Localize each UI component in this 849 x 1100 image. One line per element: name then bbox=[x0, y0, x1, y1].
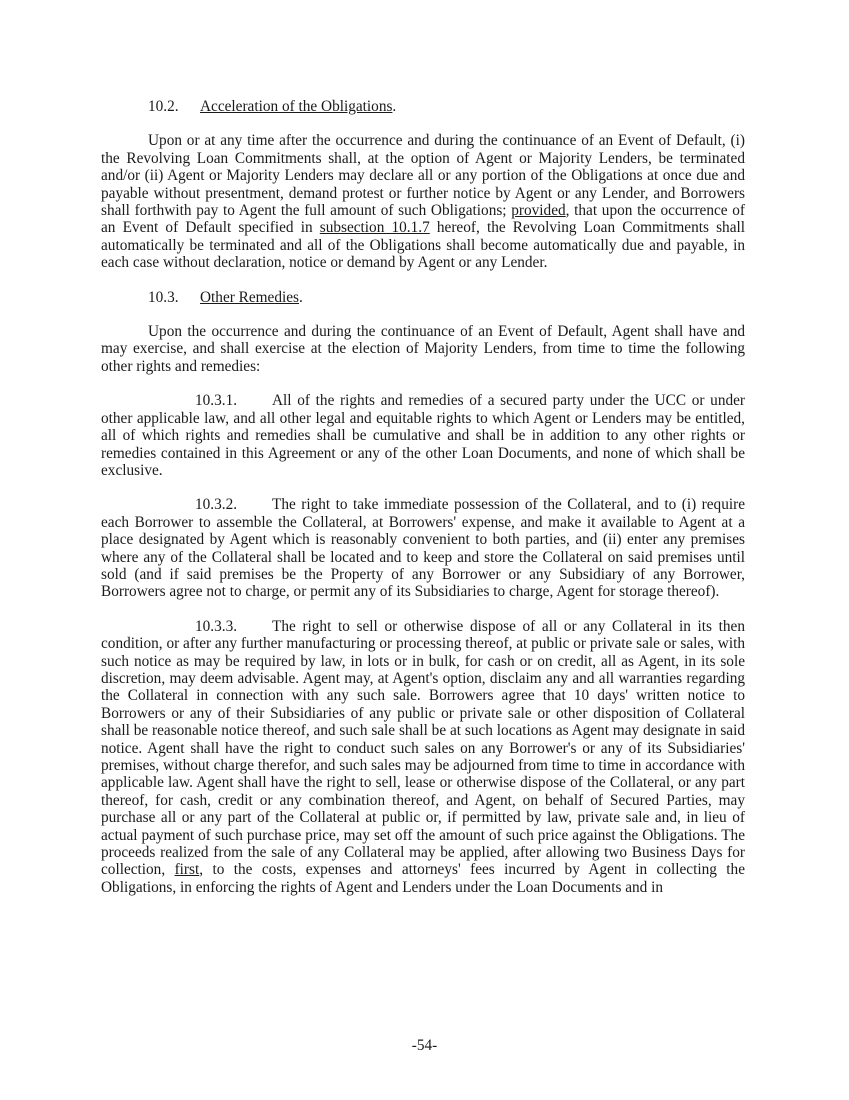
section-title: Acceleration of the Obligations bbox=[200, 98, 393, 115]
first-term: first bbox=[174, 861, 200, 879]
section-number: 10.2. bbox=[148, 98, 179, 115]
section-10-2-body: Upon or at any time after the occurrence and during the continuance of an Event of Default, (i) the Revolving Loan Commitments shall, at the option of Agent or Majority Lenders, be terminated and/or (ii) Agent or Majority Lenders may declare all or any portion of the Obligations at once due and payable without presentment, demand protest or further notice by Agent or any Lender, and Borrowers shall forthwith pay to Agent the full amount of such Obligations; provided, that upon the occurrence of an Event of Default specified in subsection 10.1.7 hereof, the Revolving Loan Commitments shall automatically be terminated and all of the Obligations shall become automatically due and payable, in each case without declaration, notice or demand by Agent or any Lender. bbox=[101, 132, 745, 272]
document-page bbox=[101, 98, 745, 913]
subsection-text: All of the rights and remedies of a secured party under the UCC or under other applicable law, and all other legal and equitable rights to which Agent or Lenders may be entitled, all of which rights and remedies shall be cumulative and shall be in addition to any other rights or remedies contained in this Agreement or any of the other Loan Documents, and none of which shall be exclusive. bbox=[101, 392, 745, 479]
provided-term: provided bbox=[511, 202, 566, 220]
subsection-text: The right to take immediate possession of the Collateral, and to (i) require each Borrower to assemble the Collateral, at Borrowers' expense, and make it available to Agent at a place designated by Agent which is reasonably convenient to both parties, and (ii) enter any premises where any of the Collateral shall be located and to keep and store the Collateral on said premises until sold (and if said premises be the Property of any Borrower or any Subsidiary of any Borrower, Borrowers agree not to charge, or permit any of its Subsidiaries to charge, Agent for storage thereof). bbox=[101, 496, 745, 601]
section-10-3-body: Upon the occurrence and during the continuance of an Event of Default, Agent shall have and may exercise, and shall exercise at the election of Majority Lenders, from time to time the following other rights and remedies: bbox=[101, 323, 745, 375]
section-number: 10.3. bbox=[148, 288, 179, 306]
subsection-number: 10.3.2. bbox=[195, 496, 238, 514]
subsection-10-3-2 bbox=[101, 496, 745, 600]
section-heading-10-2: 10.2. Acceleration of the Obligations. bbox=[148, 98, 397, 115]
subsection-10-3-3: 10.3.3. The right to sell or otherwise dispose of all or any Collateral in its then condition, or after any further manufacturing or processing thereof, at public or private sale or sales, with such notice as may be required by law, in lots or in bulk, for cash or on credit, all as Agent, in its sole discretion, may deem advisable. Agent may, at Agent's option, disclaim any and all warranties regarding the Collateral in connection with any such sale. Borrowers agree that 10 days' written notice to Borrowers or any of their Subsidiaries of any public or private sale or other disposition of Collateral shall be reasonable notice thereof, and such sale shall be at such locations as Agent may designate in said notice. Agent shall have the right to conduct such sales on any Borrower's or any of its Subsidiaries' premises, without charge therefor, and such sales may be adjourned from time to time in accordance with applicable law. Agent shall have the right to sell, lease or otherwise dispose of the Collateral, or any part thereof, for cash, credit or any combination thereof, and Agent, on behalf of Secured Parties, may purchase all or any part of the Collateral at public or, if permitted by law, private sale and, in lieu of actual payment of such purchase price, may set off the amount of such price against the Obligations. The proceeds realized from the sale of any Collateral may be applied, after allowing two Business Days for collection, first, to the costs, expenses and attorneys' fees incurred by Agent in collecting the Obligations, in enforcing the rights of Agent and Lenders under the Loan Documents and in bbox=[101, 617, 745, 896]
section-title: Other Remedies bbox=[200, 288, 299, 306]
subsection-reference: subsection 10.1.7 bbox=[319, 219, 430, 237]
subsection-number: 10.3.3. bbox=[195, 617, 238, 635]
subsection-10-3-1 bbox=[101, 392, 745, 479]
page-number: -54- bbox=[411, 1037, 438, 1054]
subsection-number: 10.3.1. bbox=[195, 392, 238, 410]
section-heading-10-3: 10.3. Other Remedies. bbox=[148, 288, 303, 306]
